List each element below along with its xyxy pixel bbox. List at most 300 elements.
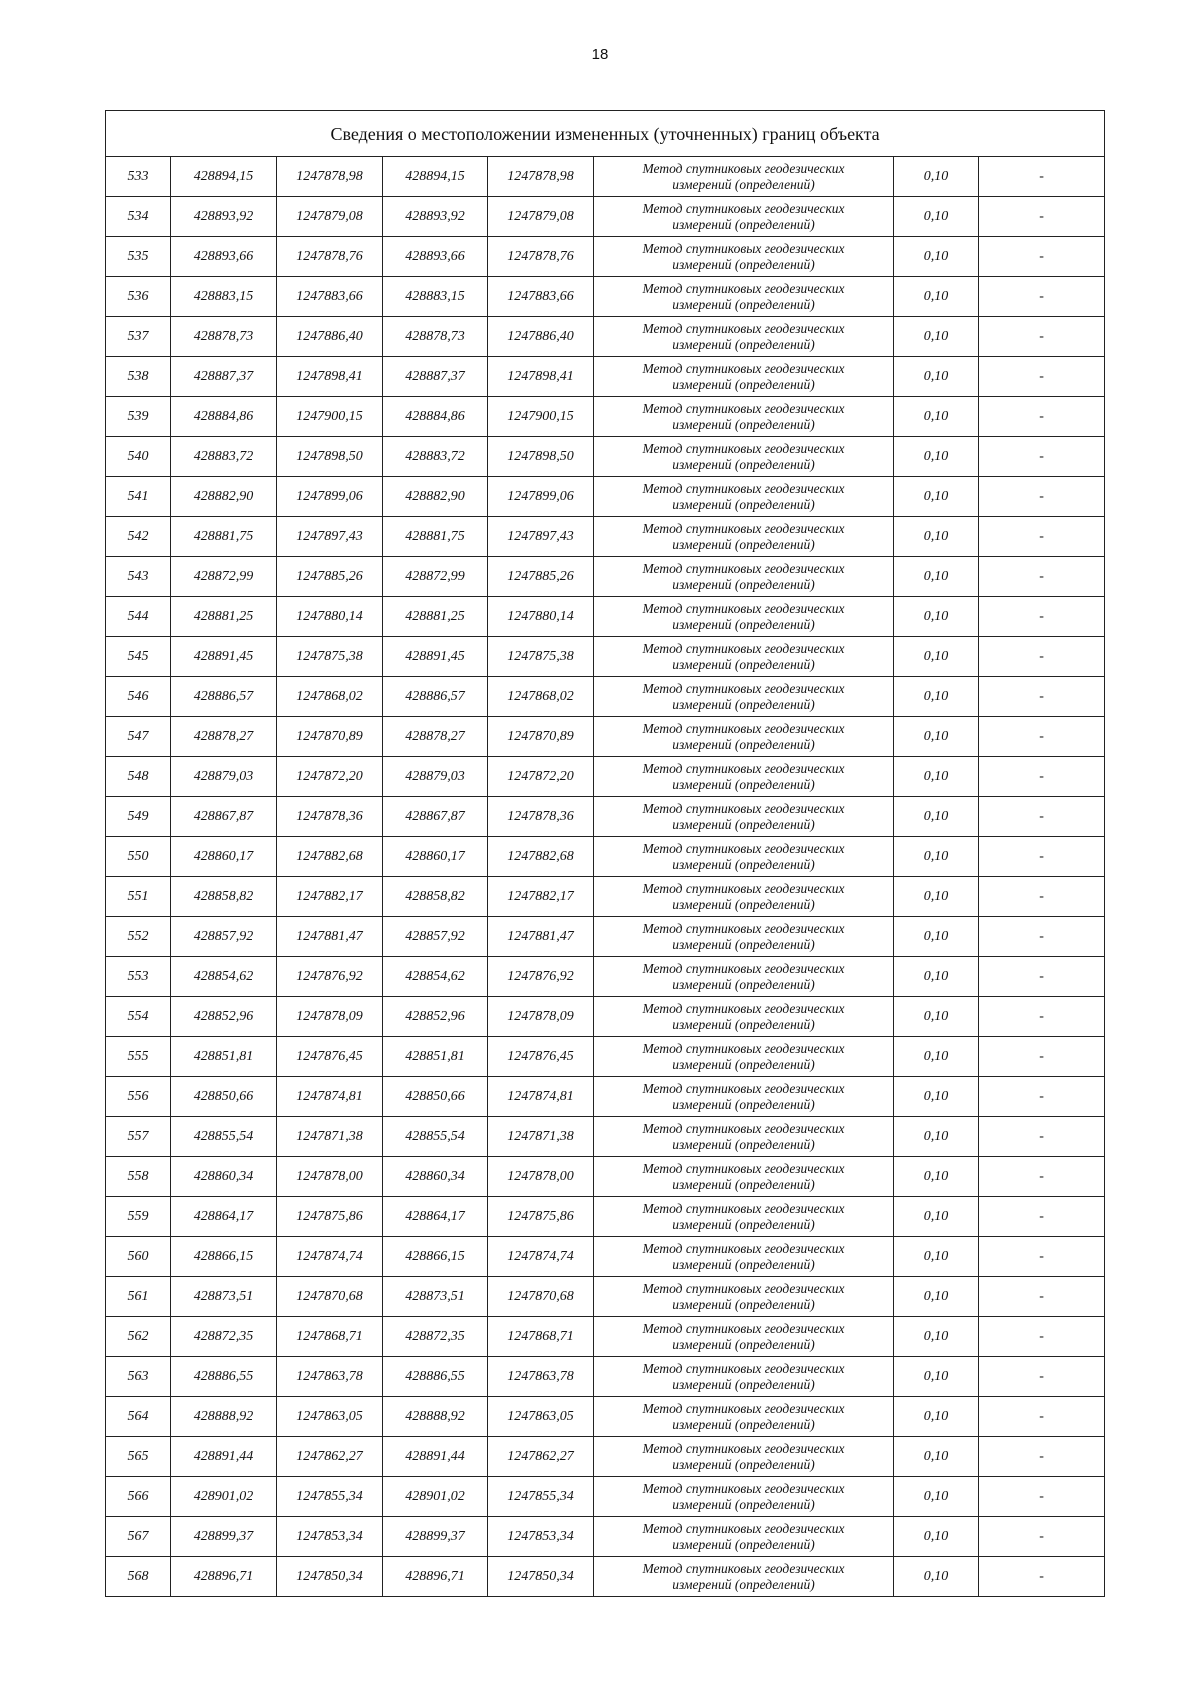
table-body [106,111,1105,1597]
table-row [106,757,1105,797]
accuracy-cell: 0,10 [894,1117,979,1157]
method-text-line: измерений (определений) [672,417,815,432]
method-text-line: Метод спутниковых геодезических [642,1521,845,1537]
new-x-cell: 428879,03 [383,757,488,797]
note-cell: - [979,1317,1105,1357]
table-title-row [106,111,1105,157]
new-y-cell: 1247876,92 [488,957,594,997]
point-number-cell: 564 [106,1397,171,1437]
point-number-cell: 543 [106,557,171,597]
method-cell [594,197,894,237]
method-cell [594,797,894,837]
method-cell [594,477,894,517]
method-text-line: Метод спутниковых геодезических [642,961,845,977]
existing-x-cell: 428879,03 [171,757,277,797]
accuracy-cell: 0,10 [894,557,979,597]
method-cell [594,557,894,597]
method-cell [594,437,894,477]
existing-y-cell: 1247863,05 [277,1397,383,1437]
method-text-line: измерений (определений) [672,177,815,192]
existing-x-cell: 428882,90 [171,477,277,517]
existing-x-cell: 428901,02 [171,1477,277,1517]
new-y-cell: 1247870,89 [488,717,594,757]
existing-y-cell: 1247875,86 [277,1197,383,1237]
new-y-cell: 1247862,27 [488,1437,594,1477]
point-number-cell: 567 [106,1517,171,1557]
table-row [106,437,1105,477]
page-number: 18 [591,46,609,63]
note-cell: - [979,1517,1105,1557]
note-cell: - [979,1077,1105,1117]
method-cell [594,717,894,757]
new-x-cell: 428858,82 [383,877,488,917]
accuracy-cell: 0,10 [894,357,979,397]
existing-y-cell: 1247863,78 [277,1357,383,1397]
method-cell [594,397,894,437]
accuracy-cell: 0,10 [894,1317,979,1357]
method-text-line: Метод спутниковых геодезических [642,761,845,777]
method-text-line: измерений (определений) [672,857,815,872]
point-number-cell: 547 [106,717,171,757]
table-row [106,797,1105,837]
point-number-cell: 557 [106,1117,171,1157]
point-number-cell: 551 [106,877,171,917]
existing-x-cell: 428866,15 [171,1237,277,1277]
existing-y-cell: 1247872,20 [277,757,383,797]
accuracy-cell: 0,10 [894,237,979,277]
accuracy-cell: 0,10 [894,597,979,637]
accuracy-cell: 0,10 [894,757,979,797]
accuracy-cell: 0,10 [894,197,979,237]
boundary-coordinates-table [105,110,1105,1597]
new-y-cell: 1247885,26 [488,557,594,597]
method-text-line: измерений (определений) [672,1457,815,1472]
existing-y-cell: 1247900,15 [277,397,383,437]
existing-y-cell: 1247875,38 [277,637,383,677]
new-y-cell: 1247868,02 [488,677,594,717]
new-x-cell: 428857,92 [383,917,488,957]
accuracy-cell: 0,10 [894,1197,979,1237]
new-y-cell: 1247878,09 [488,997,594,1037]
point-number-cell: 536 [106,277,171,317]
note-cell: - [979,357,1105,397]
new-x-cell: 428899,37 [383,1517,488,1557]
method-text-line: измерений (определений) [672,577,815,592]
method-cell [594,1437,894,1477]
table-row [106,357,1105,397]
accuracy-cell: 0,10 [894,437,979,477]
point-number-cell: 561 [106,1277,171,1317]
note-cell: - [979,1437,1105,1477]
new-x-cell: 428891,45 [383,637,488,677]
new-x-cell: 428894,15 [383,157,488,197]
accuracy-cell: 0,10 [894,317,979,357]
existing-y-cell: 1247878,76 [277,237,383,277]
existing-y-cell: 1247850,34 [277,1557,383,1597]
point-number-cell: 548 [106,757,171,797]
accuracy-cell: 0,10 [894,917,979,957]
method-text-line: Метод спутниковых геодезических [642,1441,845,1457]
method-text-line: Метод спутниковых геодезических [642,601,845,617]
new-y-cell: 1247872,20 [488,757,594,797]
method-text-line: измерений (определений) [672,1537,815,1552]
existing-x-cell: 428894,15 [171,157,277,197]
existing-x-cell: 428893,92 [171,197,277,237]
method-cell [594,1557,894,1597]
point-number-cell: 539 [106,397,171,437]
table-row [106,1557,1105,1597]
new-y-cell: 1247875,86 [488,1197,594,1237]
method-text-line: Метод спутниковых геодезических [642,1121,845,1137]
new-y-cell: 1247874,74 [488,1237,594,1277]
note-cell: - [979,797,1105,837]
existing-x-cell: 428878,73 [171,317,277,357]
method-cell [594,1277,894,1317]
existing-x-cell: 428891,44 [171,1437,277,1477]
method-cell [594,757,894,797]
existing-y-cell: 1247878,98 [277,157,383,197]
existing-y-cell: 1247853,34 [277,1517,383,1557]
method-cell [594,1237,894,1277]
existing-y-cell: 1247870,89 [277,717,383,757]
new-x-cell: 428893,92 [383,197,488,237]
accuracy-cell: 0,10 [894,1277,979,1317]
method-text-line: Метод спутниковых геодезических [642,481,845,497]
new-y-cell: 1247874,81 [488,1077,594,1117]
method-text-line: Метод спутниковых геодезических [642,1081,845,1097]
accuracy-cell: 0,10 [894,277,979,317]
note-cell: - [979,1557,1105,1597]
note-cell: - [979,1157,1105,1197]
accuracy-cell: 0,10 [894,877,979,917]
new-y-cell: 1247863,78 [488,1357,594,1397]
note-cell: - [979,1197,1105,1237]
method-text-line: измерений (определений) [672,297,815,312]
new-y-cell: 1247850,34 [488,1557,594,1597]
new-y-cell: 1247882,68 [488,837,594,877]
method-text-line: измерений (определений) [672,737,815,752]
table-row [106,277,1105,317]
existing-x-cell: 428860,34 [171,1157,277,1197]
new-y-cell: 1247899,06 [488,477,594,517]
method-text-line: Метод спутниковых геодезических [642,1281,845,1297]
method-cell [594,637,894,677]
method-cell [594,1117,894,1157]
note-cell: - [979,757,1105,797]
method-text-line: Метод спутниковых геодезических [642,841,845,857]
new-y-cell: 1247863,05 [488,1397,594,1437]
point-number-cell: 545 [106,637,171,677]
method-text-line: измерений (определений) [672,1377,815,1392]
method-text-line: измерений (определений) [672,1337,815,1352]
method-text-line: измерений (определений) [672,897,815,912]
method-text-line: измерений (определений) [672,1577,815,1592]
table-row [106,477,1105,517]
note-cell: - [979,917,1105,957]
table-row [106,157,1105,197]
table-row [106,397,1105,437]
existing-x-cell: 428850,66 [171,1077,277,1117]
point-number-cell: 558 [106,1157,171,1197]
method-text-line: Метод спутниковых геодезических [642,281,845,297]
new-x-cell: 428891,44 [383,1437,488,1477]
point-number-cell: 552 [106,917,171,957]
new-y-cell: 1247868,71 [488,1317,594,1357]
accuracy-cell: 0,10 [894,1157,979,1197]
existing-x-cell: 428899,37 [171,1517,277,1557]
method-cell [594,677,894,717]
method-text-line: измерений (определений) [672,1497,815,1512]
new-x-cell: 428881,75 [383,517,488,557]
note-cell: - [979,837,1105,877]
method-text-line: измерений (определений) [672,1417,815,1432]
method-text-line: Метод спутниковых геодезических [642,241,845,257]
method-text-line: измерений (определений) [672,977,815,992]
method-text-line: измерений (определений) [672,217,815,232]
accuracy-cell: 0,10 [894,1517,979,1557]
existing-y-cell: 1247898,50 [277,437,383,477]
new-y-cell: 1247883,66 [488,277,594,317]
existing-y-cell: 1247881,47 [277,917,383,957]
note-cell: - [979,1237,1105,1277]
method-text-line: Метод спутниковых геодезических [642,1401,845,1417]
method-text-line: измерений (определений) [672,937,815,952]
accuracy-cell: 0,10 [894,477,979,517]
existing-y-cell: 1247885,26 [277,557,383,597]
note-cell: - [979,1477,1105,1517]
point-number-cell: 550 [106,837,171,877]
method-cell [594,317,894,357]
accuracy-cell: 0,10 [894,637,979,677]
method-cell [594,1037,894,1077]
method-text-line: Метод спутниковых геодезических [642,1241,845,1257]
existing-x-cell: 428887,37 [171,357,277,397]
new-y-cell: 1247880,14 [488,597,594,637]
table-row [106,1437,1105,1477]
table-row [106,677,1105,717]
note-cell: - [979,517,1105,557]
method-text-line: измерений (определений) [672,697,815,712]
existing-x-cell: 428867,87 [171,797,277,837]
existing-y-cell: 1247876,45 [277,1037,383,1077]
method-text-line: измерений (определений) [672,1137,815,1152]
existing-y-cell: 1247899,06 [277,477,383,517]
existing-x-cell: 428891,45 [171,637,277,677]
note-cell: - [979,677,1105,717]
method-text-line: Метод спутниковых геодезических [642,1321,845,1337]
point-number-cell: 542 [106,517,171,557]
new-x-cell: 428878,73 [383,317,488,357]
method-text-line: Метод спутниковых геодезических [642,1561,845,1577]
table-row [106,917,1105,957]
method-cell [594,837,894,877]
point-number-cell: 562 [106,1317,171,1357]
new-x-cell: 428886,57 [383,677,488,717]
existing-x-cell: 428851,81 [171,1037,277,1077]
method-text-line: измерений (определений) [672,1097,815,1112]
new-x-cell: 428850,66 [383,1077,488,1117]
method-text-line: Метод спутниковых геодезических [642,1201,845,1217]
point-number-cell: 563 [106,1357,171,1397]
method-text-line: измерений (определений) [672,1017,815,1032]
accuracy-cell: 0,10 [894,997,979,1037]
table-row [106,1397,1105,1437]
new-x-cell: 428872,99 [383,557,488,597]
new-y-cell: 1247878,36 [488,797,594,837]
method-text-line: Метод спутниковых геодезических [642,361,845,377]
note-cell: - [979,877,1105,917]
method-text-line: измерений (определений) [672,657,815,672]
method-text-line: Метод спутниковых геодезических [642,1161,845,1177]
method-text-line: Метод спутниковых геодезических [642,521,845,537]
new-x-cell: 428878,27 [383,717,488,757]
method-text-line: измерений (определений) [672,1177,815,1192]
method-cell [594,517,894,557]
note-cell: - [979,197,1105,237]
existing-y-cell: 1247862,27 [277,1437,383,1477]
existing-x-cell: 428878,27 [171,717,277,757]
table-row [106,877,1105,917]
new-y-cell: 1247875,38 [488,637,594,677]
existing-y-cell: 1247868,71 [277,1317,383,1357]
note-cell: - [979,957,1105,997]
new-x-cell: 428852,96 [383,997,488,1037]
point-number-cell: 544 [106,597,171,637]
method-text-line: Метод спутниковых геодезических [642,641,845,657]
existing-x-cell: 428883,72 [171,437,277,477]
accuracy-cell: 0,10 [894,1237,979,1277]
accuracy-cell: 0,10 [894,1557,979,1597]
new-y-cell: 1247853,34 [488,1517,594,1557]
existing-x-cell: 428858,82 [171,877,277,917]
note-cell: - [979,317,1105,357]
new-x-cell: 428883,15 [383,277,488,317]
point-number-cell: 560 [106,1237,171,1277]
table-row [106,1197,1105,1237]
point-number-cell: 541 [106,477,171,517]
point-number-cell: 553 [106,957,171,997]
new-x-cell: 428860,34 [383,1157,488,1197]
note-cell: - [979,597,1105,637]
new-x-cell: 428855,54 [383,1117,488,1157]
method-text-line: Метод спутниковых геодезических [642,561,845,577]
method-text-line: Метод спутниковых геодезических [642,1041,845,1057]
new-y-cell: 1247878,98 [488,157,594,197]
existing-x-cell: 428883,15 [171,277,277,317]
table-row [106,1117,1105,1157]
new-x-cell: 428883,72 [383,437,488,477]
existing-x-cell: 428872,35 [171,1317,277,1357]
table-row [106,197,1105,237]
new-y-cell: 1247886,40 [488,317,594,357]
point-number-cell: 549 [106,797,171,837]
existing-y-cell: 1247882,17 [277,877,383,917]
accuracy-cell: 0,10 [894,717,979,757]
accuracy-cell: 0,10 [894,1357,979,1397]
table-row [106,1477,1105,1517]
note-cell: - [979,157,1105,197]
existing-x-cell: 428860,17 [171,837,277,877]
new-y-cell: 1247898,50 [488,437,594,477]
note-cell: - [979,397,1105,437]
method-text-line: измерений (определений) [672,377,815,392]
method-text-line: Метод спутниковых геодезических [642,161,845,177]
new-y-cell: 1247881,47 [488,917,594,957]
existing-y-cell: 1247870,68 [277,1277,383,1317]
table-title: Сведения о местоположении измененных (уточненных) границ объекта [106,111,1105,157]
method-text-line: измерений (определений) [672,817,815,832]
table-row [106,637,1105,677]
existing-y-cell: 1247882,68 [277,837,383,877]
method-text-line: Метод спутниковых геодезических [642,681,845,697]
existing-x-cell: 428881,75 [171,517,277,557]
method-cell [594,157,894,197]
point-number-cell: 546 [106,677,171,717]
table-row [106,837,1105,877]
existing-y-cell: 1247874,74 [277,1237,383,1277]
method-cell [594,357,894,397]
accuracy-cell: 0,10 [894,957,979,997]
new-x-cell: 428854,62 [383,957,488,997]
existing-x-cell: 428864,17 [171,1197,277,1237]
existing-y-cell: 1247880,14 [277,597,383,637]
table-row [106,957,1105,997]
method-text-line: Метод спутниковых геодезических [642,1001,845,1017]
table-row [106,1237,1105,1277]
method-text-line: Метод спутниковых геодезических [642,441,845,457]
existing-y-cell: 1247879,08 [277,197,383,237]
method-text-line: Метод спутниковых геодезических [642,1361,845,1377]
new-x-cell: 428867,87 [383,797,488,837]
note-cell: - [979,1037,1105,1077]
existing-y-cell: 1247874,81 [277,1077,383,1117]
existing-y-cell: 1247878,36 [277,797,383,837]
new-y-cell: 1247878,00 [488,1157,594,1197]
accuracy-cell: 0,10 [894,837,979,877]
existing-x-cell: 428857,92 [171,917,277,957]
point-number-cell: 556 [106,1077,171,1117]
new-x-cell: 428884,86 [383,397,488,437]
method-text-line: Метод спутниковых геодезических [642,801,845,817]
method-cell [594,597,894,637]
point-number-cell: 554 [106,997,171,1037]
accuracy-cell: 0,10 [894,1077,979,1117]
method-cell [594,237,894,277]
point-number-cell: 533 [106,157,171,197]
method-text-line: измерений (определений) [672,777,815,792]
new-x-cell: 428851,81 [383,1037,488,1077]
accuracy-cell: 0,10 [894,157,979,197]
existing-x-cell: 428881,25 [171,597,277,637]
existing-y-cell: 1247878,09 [277,997,383,1037]
existing-x-cell: 428872,99 [171,557,277,597]
accuracy-cell: 0,10 [894,677,979,717]
new-x-cell: 428886,55 [383,1357,488,1397]
existing-y-cell: 1247876,92 [277,957,383,997]
new-y-cell: 1247876,45 [488,1037,594,1077]
note-cell: - [979,1397,1105,1437]
method-text-line: измерений (определений) [672,617,815,632]
new-x-cell: 428872,35 [383,1317,488,1357]
method-cell [594,277,894,317]
method-text-line: Метод спутниковых геодезических [642,1481,845,1497]
method-text-line: измерений (определений) [672,537,815,552]
existing-x-cell: 428873,51 [171,1277,277,1317]
accuracy-cell: 0,10 [894,797,979,837]
table-row [106,1077,1105,1117]
note-cell: - [979,1277,1105,1317]
method-cell [594,877,894,917]
